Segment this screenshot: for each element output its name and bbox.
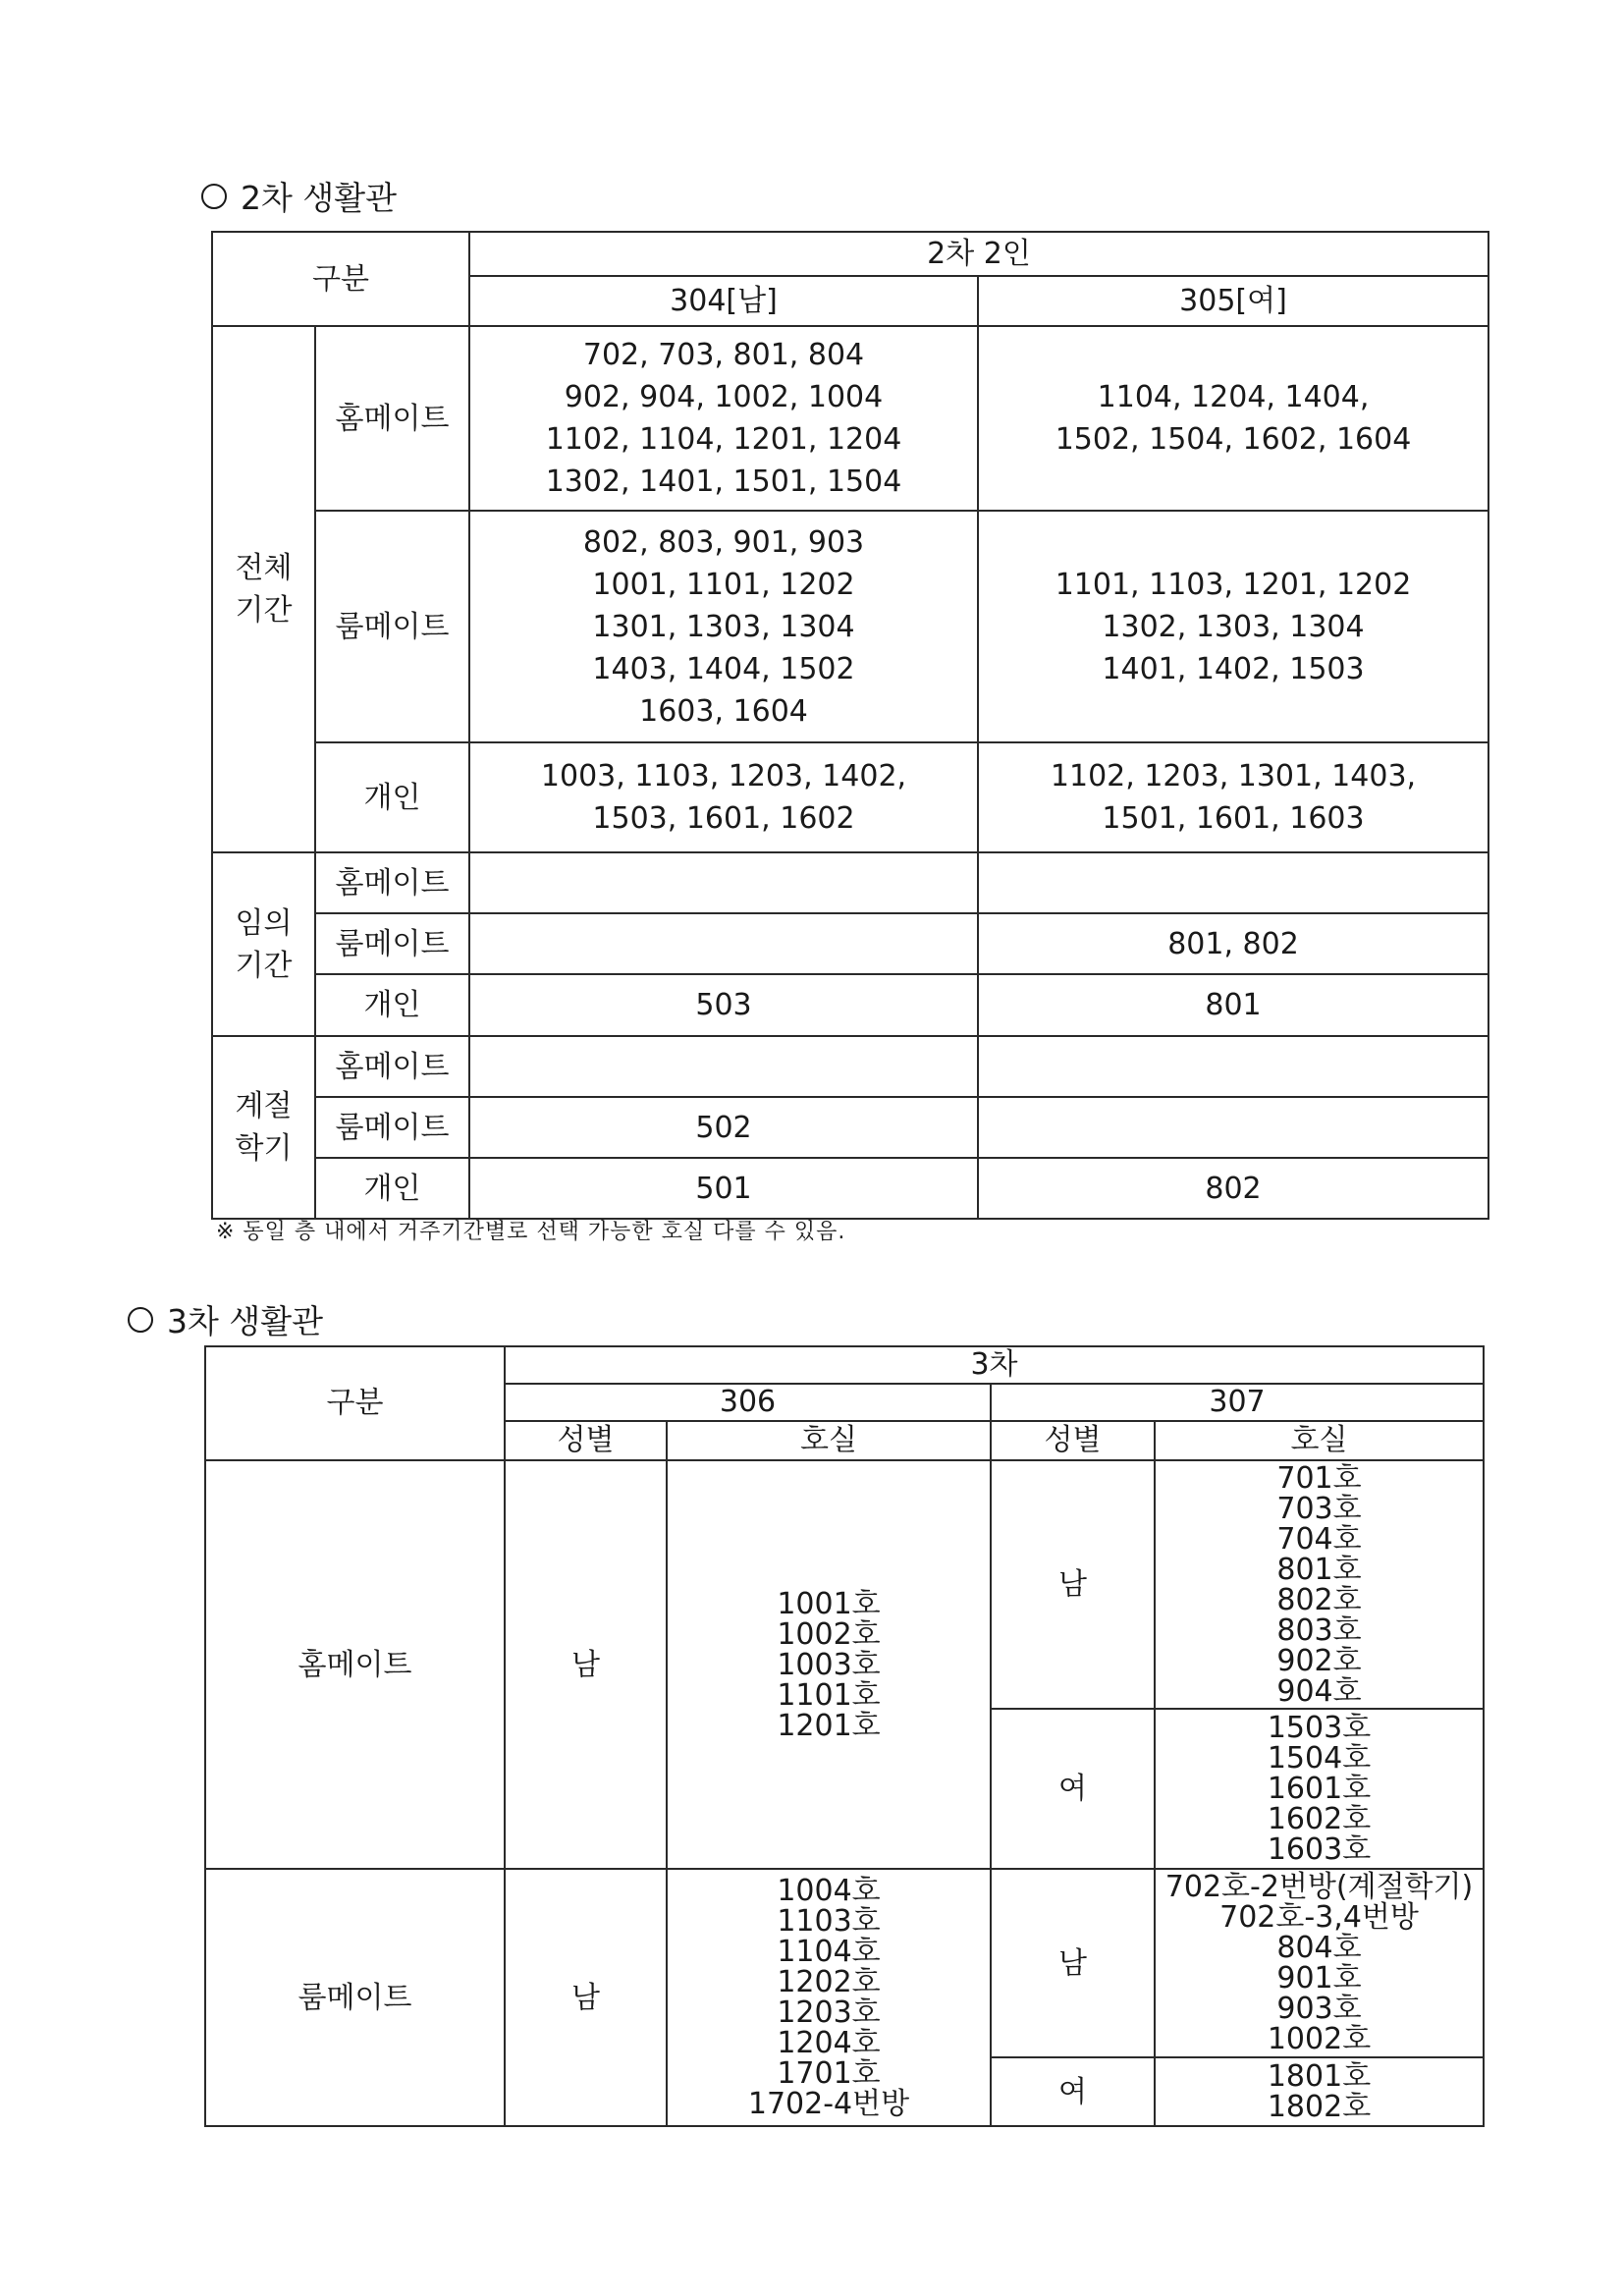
type-individual: 개인 — [315, 1158, 469, 1219]
rooms-cell — [978, 852, 1488, 913]
rooms-cell — [978, 974, 1488, 1036]
header-col-307: 307 — [991, 1384, 1484, 1421]
rooms-cell — [978, 511, 1488, 742]
room-entry: 801 — [1205, 988, 1262, 1022]
type-roommate: 룸메이트 — [315, 1097, 469, 1158]
rooms-cell — [469, 742, 978, 852]
room-entry: 1802호 — [1267, 2090, 1372, 2124]
rooms-cell — [1155, 2057, 1484, 2126]
rooms-cell — [469, 1097, 978, 1158]
room-entry: 802 — [1205, 1171, 1262, 1206]
room-entry: 1702-4번방 — [747, 2087, 910, 2121]
room-entry: 904호 — [1276, 1673, 1362, 1709]
room-entry: 1101호 — [777, 1677, 881, 1713]
room-entry: 1601호 — [1267, 1772, 1372, 1806]
gender-cell: 여 — [991, 2057, 1155, 2126]
room-entry: 903호 — [1276, 1992, 1362, 2026]
gender-cell: 남 — [991, 1460, 1155, 1709]
room-entry: 902, 904, 1002, 1004 — [564, 380, 884, 414]
header-col-305: 305[여] — [978, 276, 1488, 326]
room-entry: 1502, 1504, 1602, 1604 — [1055, 422, 1412, 457]
rooms-cell — [469, 852, 978, 913]
rooms-cell — [667, 1869, 991, 2126]
room-entry: 1301, 1303, 1304 — [592, 609, 855, 644]
gender-cell: 남 — [505, 1869, 667, 2126]
room-entry: 502 — [695, 1110, 752, 1145]
type-roommate: 룸메이트 — [205, 1869, 505, 2126]
type-homemate: 홈메이트 — [315, 852, 469, 913]
room-entry: 902호 — [1276, 1643, 1362, 1678]
rooms-cell — [1155, 1869, 1484, 2057]
room-entry: 1302, 1401, 1501, 1504 — [545, 465, 902, 499]
rooms-cell — [469, 1036, 978, 1097]
rooms-cell — [469, 326, 978, 511]
rooms-cell — [1155, 1709, 1484, 1869]
room-entry: 703호 — [1276, 1491, 1362, 1526]
room-entry: 1401, 1402, 1503 — [1102, 651, 1365, 686]
room-entry: 1003호 — [777, 1647, 881, 1682]
text-line: 계절 — [235, 1089, 293, 1123]
room-entry: 1202호 — [777, 1965, 881, 1999]
room-entry: 702, 703, 801, 804 — [582, 338, 865, 372]
type-individual: 개인 — [315, 974, 469, 1036]
footnote: ※ 동일 층 내에서 거주기간별로 선택 가능한 호실 다를 수 있음. — [216, 1220, 846, 1244]
section2-heading: 3차 생활관 — [128, 1296, 323, 1342]
room-entry: 1104, 1204, 1404, — [1097, 380, 1370, 414]
room-entry: 1004호 — [777, 1874, 881, 1908]
rooms-cell — [978, 1097, 1488, 1158]
room-entry: 1503, 1601, 1602 — [592, 801, 855, 836]
rooms-cell — [978, 742, 1488, 852]
type-homemate: 홈메이트 — [315, 1036, 469, 1097]
room-entry: 702호-2번방(계절학기) — [1164, 1870, 1474, 1904]
header-gender: 성별 — [991, 1421, 1155, 1460]
room-entry: 1204호 — [777, 2026, 881, 2060]
period-full — [212, 326, 315, 852]
room-entry: 701호 — [1276, 1460, 1362, 1496]
header-category: 구분 — [205, 1346, 505, 1460]
text-line: 기간 — [235, 593, 293, 628]
text-line: 전체 — [235, 551, 293, 585]
room-entry: 901호 — [1276, 1961, 1362, 1995]
room-entry: 802, 803, 901, 903 — [582, 524, 865, 560]
rooms-cell — [469, 913, 978, 974]
room-entry: 1001호 — [777, 1586, 881, 1621]
room-entry: 1104호 — [777, 1935, 881, 1969]
room-entry: 1102, 1203, 1301, 1403, — [1050, 759, 1417, 793]
room-entry: 1801호 — [1267, 2059, 1372, 2094]
dorm3-room-table — [204, 1345, 1485, 2127]
period-seasonal — [212, 1036, 315, 1219]
room-entry: 704호 — [1276, 1521, 1362, 1557]
header-group: 3차 — [505, 1346, 1484, 1384]
room-entry: 1504호 — [1267, 1741, 1372, 1776]
type-individual: 개인 — [315, 742, 469, 852]
rooms-cell — [978, 1158, 1488, 1219]
room-entry: 1103호 — [777, 1904, 881, 1939]
circle-bullet-icon — [201, 184, 227, 209]
room-entry: 1701호 — [777, 2056, 881, 2091]
text-line: 임의 — [235, 905, 293, 941]
room-entry: 702호-3,4번방 — [1219, 1900, 1419, 1935]
section1-heading: 2차 생활관 — [201, 173, 397, 219]
room-entry: 803호 — [1276, 1613, 1362, 1648]
header-group: 2차 2인 — [469, 232, 1488, 276]
room-entry: 1203호 — [777, 1995, 881, 2030]
room-entry: 1603호 — [1267, 1832, 1372, 1867]
header-gender: 성별 — [505, 1421, 667, 1460]
rooms-cell — [469, 974, 978, 1036]
text-line: 기간 — [235, 948, 293, 983]
room-entry: 804호 — [1276, 1931, 1362, 1965]
header-room: 호실 — [1155, 1421, 1484, 1460]
room-entry: 1002호 — [777, 1616, 881, 1652]
header-room: 호실 — [667, 1421, 991, 1460]
room-entry: 1603, 1604 — [639, 693, 808, 729]
gender-cell: 여 — [991, 1709, 1155, 1869]
room-entry: 802호 — [1276, 1582, 1362, 1617]
room-entry: 1101, 1103, 1201, 1202 — [1055, 567, 1412, 602]
room-entry: 1302, 1303, 1304 — [1102, 609, 1365, 644]
room-entry: 1403, 1404, 1502 — [592, 651, 855, 686]
room-entry: 1102, 1104, 1201, 1204 — [545, 422, 902, 457]
room-entry: 501 — [695, 1171, 752, 1206]
room-entry: 1201호 — [777, 1708, 881, 1743]
room-entry: 1002호 — [1267, 2022, 1372, 2056]
period-flexible — [212, 852, 315, 1036]
rooms-cell — [978, 1036, 1488, 1097]
header-col-306: 306 — [505, 1384, 991, 1421]
rooms-cell — [978, 913, 1488, 974]
circle-bullet-icon — [128, 1307, 153, 1333]
text-line: 학기 — [235, 1131, 293, 1166]
room-entry: 1503호 — [1267, 1711, 1372, 1745]
room-entry: 1602호 — [1267, 1802, 1372, 1836]
gender-cell: 남 — [505, 1460, 667, 1869]
type-roommate: 룸메이트 — [315, 511, 469, 742]
room-entry: 1003, 1103, 1203, 1402, — [540, 759, 907, 793]
room-entry: 503 — [695, 988, 752, 1022]
room-entry: 1501, 1601, 1603 — [1102, 801, 1365, 836]
header-col-304: 304[남] — [469, 276, 978, 326]
rooms-cell — [978, 326, 1488, 511]
room-entry: 1001, 1101, 1202 — [592, 567, 855, 602]
type-homemate: 홈메이트 — [205, 1460, 505, 1869]
gender-cell: 남 — [991, 1869, 1155, 2057]
rooms-cell — [667, 1460, 991, 1869]
header-category: 구분 — [212, 232, 469, 326]
rooms-cell — [469, 511, 978, 742]
type-homemate: 홈메이트 — [315, 326, 469, 511]
room-entry: 801, 802 — [1167, 926, 1299, 961]
rooms-cell — [1155, 1460, 1484, 1709]
dorm2-room-table — [211, 231, 1489, 1220]
room-entry: 801호 — [1276, 1552, 1362, 1587]
rooms-cell — [469, 1158, 978, 1219]
type-roommate: 룸메이트 — [315, 913, 469, 974]
